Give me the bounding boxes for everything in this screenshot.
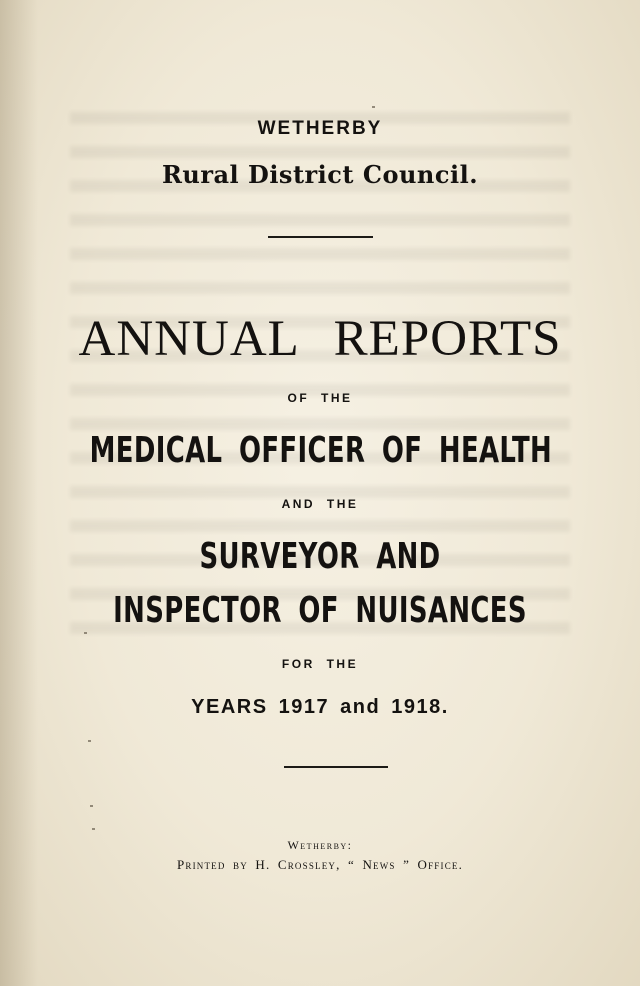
and-the-line: AND THE — [281, 497, 359, 511]
paper-speck — [90, 805, 93, 807]
of-the-line: OF THE — [287, 391, 353, 405]
printer-town: Wetherby: — [287, 838, 353, 852]
years-line: YEARS 1917 and 1918. — [191, 696, 449, 718]
town-heading: WETHERBY — [257, 118, 383, 139]
paper-speck — [84, 632, 87, 634]
divider-rule-top — [268, 236, 373, 238]
main-title: ANNUAL REPORTS — [78, 311, 562, 367]
inspector-heading: INSPECTOR OF NUISANCES — [113, 590, 527, 631]
paper-speck — [88, 740, 91, 742]
for-the-line: FOR THE — [281, 657, 359, 671]
paper-speck — [372, 106, 375, 108]
surveyor-heading: SURVEYOR AND — [199, 536, 441, 577]
medical-officer-heading: MEDICAL OFFICER OF HEALTH — [89, 430, 553, 471]
paper-speck — [92, 828, 95, 830]
council-name: Rural District Council. — [161, 160, 479, 189]
printer-imprint: Printed by H. Crossley, “ News ” Office. — [176, 857, 464, 872]
divider-rule-bottom — [284, 766, 388, 768]
